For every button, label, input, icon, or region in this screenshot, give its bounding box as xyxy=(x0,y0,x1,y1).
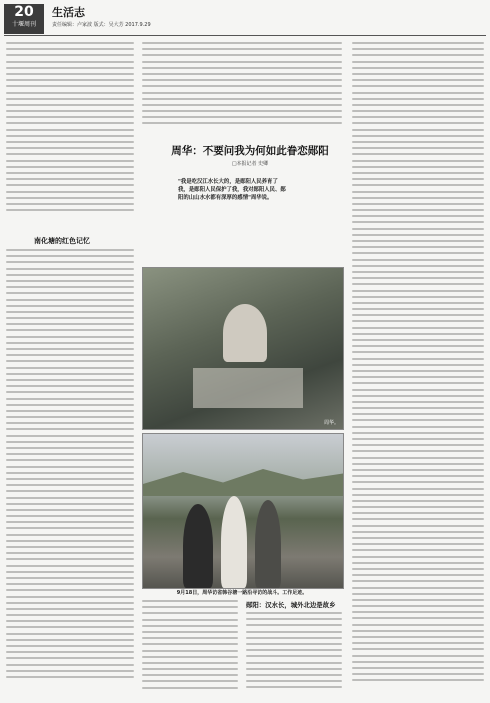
photo-table-shape xyxy=(193,368,303,408)
subhead-red-memory: 南化塘的红色记忆 xyxy=(34,237,90,245)
photo1-credit: 周华。 xyxy=(323,420,339,426)
body-text-column-right xyxy=(352,42,484,698)
photo-figure-3 xyxy=(255,500,281,588)
mountain-shape xyxy=(143,466,343,496)
photo-outdoor-group xyxy=(142,433,344,589)
page-number-box xyxy=(4,4,44,34)
photo-figure-1 xyxy=(183,504,213,588)
section-title: 生活志 xyxy=(52,6,85,19)
subhead-hometown: 郧阳：汉水长，城外北边是故乡 xyxy=(246,601,336,609)
paper-name: 十堰周刊 xyxy=(11,21,36,28)
body-text-column-left-top xyxy=(6,42,134,230)
pull-quote: "我是吃汉江水长大的，是郧阳人民养育了我，是郧阳人民保护了我，我对郧阳人民、郧阳的山山水水都有深厚的感情"周华说。 xyxy=(178,179,286,201)
article-headline: 周华：不要问我为何如此眷恋郧阳 xyxy=(171,145,329,157)
photo-figure-2 xyxy=(221,496,247,588)
header-rule xyxy=(4,35,486,36)
body-text-column-left-bottom xyxy=(6,249,134,697)
page-header xyxy=(4,4,486,34)
photo-subject-figure xyxy=(223,304,267,362)
photo2-caption: 9月18日，周华访省韩谷塘一路沿寻访的战斗。工作足迹。 xyxy=(176,590,308,596)
article-byline: □本报记者 史卿 xyxy=(231,161,269,167)
page-number: 20 xyxy=(14,4,34,20)
body-text-center-bottom-right xyxy=(246,612,342,698)
body-text-center-bottom-left xyxy=(142,600,238,698)
photo-zhou-hua-portrait xyxy=(142,267,344,430)
editor-meta: 责任编辑：卢家波 版式：吴大芳 2017.9.29 xyxy=(52,22,151,28)
body-text-center-top xyxy=(142,42,342,138)
